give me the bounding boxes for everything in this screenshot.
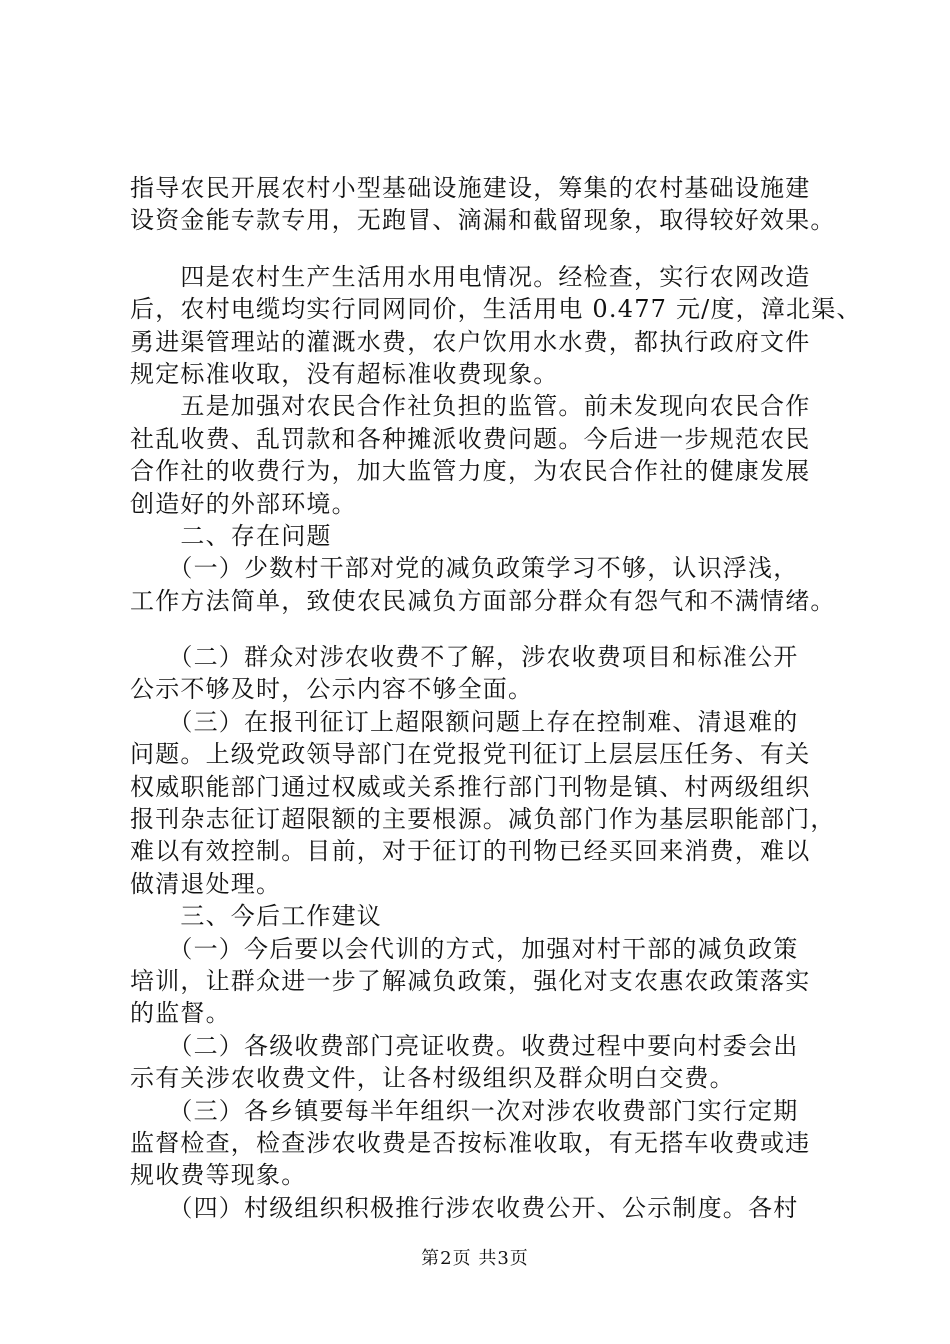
page-number-footer: 第2页 共3页	[421, 1248, 529, 1269]
text-line: （三）在报刊征订上超限额问题上存在控制难、清退难的	[130, 707, 799, 736]
paragraph-gap	[130, 237, 850, 261]
text-line: 公示不够及时，公示内容不够全面。	[130, 675, 534, 704]
text-line: 指导农民开展农村小型基础设施建设，筹集的农村基础设施建	[130, 174, 811, 202]
text-line: 难以有效控制。目前，对于征订的刊物已经买回来消费，难以	[130, 837, 811, 866]
text-line: 问题。上级党政领导部门在党报党刊征订上层层压任务、有关	[130, 740, 811, 769]
text-line: （一）今后要以会代训的方式，加强对村干部的减负政策	[130, 934, 799, 963]
text-line: 社乱收费、乱罚款和各种摊派收费问题。今后进一步规范农民	[130, 424, 811, 453]
text-line: 规收费等现象。	[130, 1161, 307, 1190]
document-body	[130, 172, 862, 1224]
paragraph-gap	[130, 617, 850, 641]
text-line: 勇进渠管理站的灌溉水费，农户饮用水水费，都执行政府文件	[130, 327, 811, 356]
text-line: 做清退处理。	[130, 869, 282, 898]
text-line: 示有关涉农收费文件，让各村级组织及群众明白交费。	[130, 1064, 735, 1093]
section-heading: 三、今后工作建议	[130, 902, 382, 931]
text-line: 设资金能专款专用，无跑冒、滴漏和截留现象，取得较好效果。	[130, 206, 836, 235]
text-line: 四是农村生产生活用水用电情况。经检查，实行农网改造	[130, 262, 811, 291]
text-line: （二）群众对涉农收费不了解，涉农收费项目和标准公开	[130, 643, 799, 672]
text-line: 权威职能部门通过权威或关系推行部门刊物是镇、村两级组织	[130, 772, 811, 801]
text-line: （一）少数村干部对党的减负政策学习不够，认识浮浅，	[130, 554, 799, 583]
text-line: 后，农村电缆均实行同网同价，生活用电 0.477 元/度，漳北渠、	[130, 295, 862, 324]
text-line: 报刊杂志征订超限额的主要根源。减负部门作为基层职能部门，	[130, 805, 836, 834]
text-line: 规定标准收取，没有超标准收费现象。	[130, 359, 559, 388]
text-line: 的监督。	[130, 999, 231, 1028]
text-line: 培训，让群众进一步了解减负政策，强化对支农惠农政策落实	[130, 966, 811, 995]
section-heading: 二、存在问题	[130, 521, 332, 550]
text-line: 五是加强对农民合作社负担的监管。前未发现向农民合作	[130, 392, 811, 421]
text-line: 创造好的外部环境。	[130, 489, 357, 518]
text-line: 合作社的收费行为，加大监管力度，为农民合作社的健康发展	[130, 457, 811, 486]
text-line: 工作方法简单，致使农民减负方面部分群众有怨气和不满情绪。	[130, 586, 836, 615]
text-line: （四）村级组织积极推行涉农收费公开、公示制度。各村	[130, 1193, 799, 1222]
text-line: 监督检查，检查涉农收费是否按标准收取，有无搭车收费或违	[130, 1128, 811, 1157]
text-line: （三）各乡镇要每半年组织一次对涉农收费部门实行定期	[130, 1096, 799, 1125]
text-line: （二）各级收费部门亮证收费。收费过程中要向村委会出	[130, 1031, 799, 1060]
